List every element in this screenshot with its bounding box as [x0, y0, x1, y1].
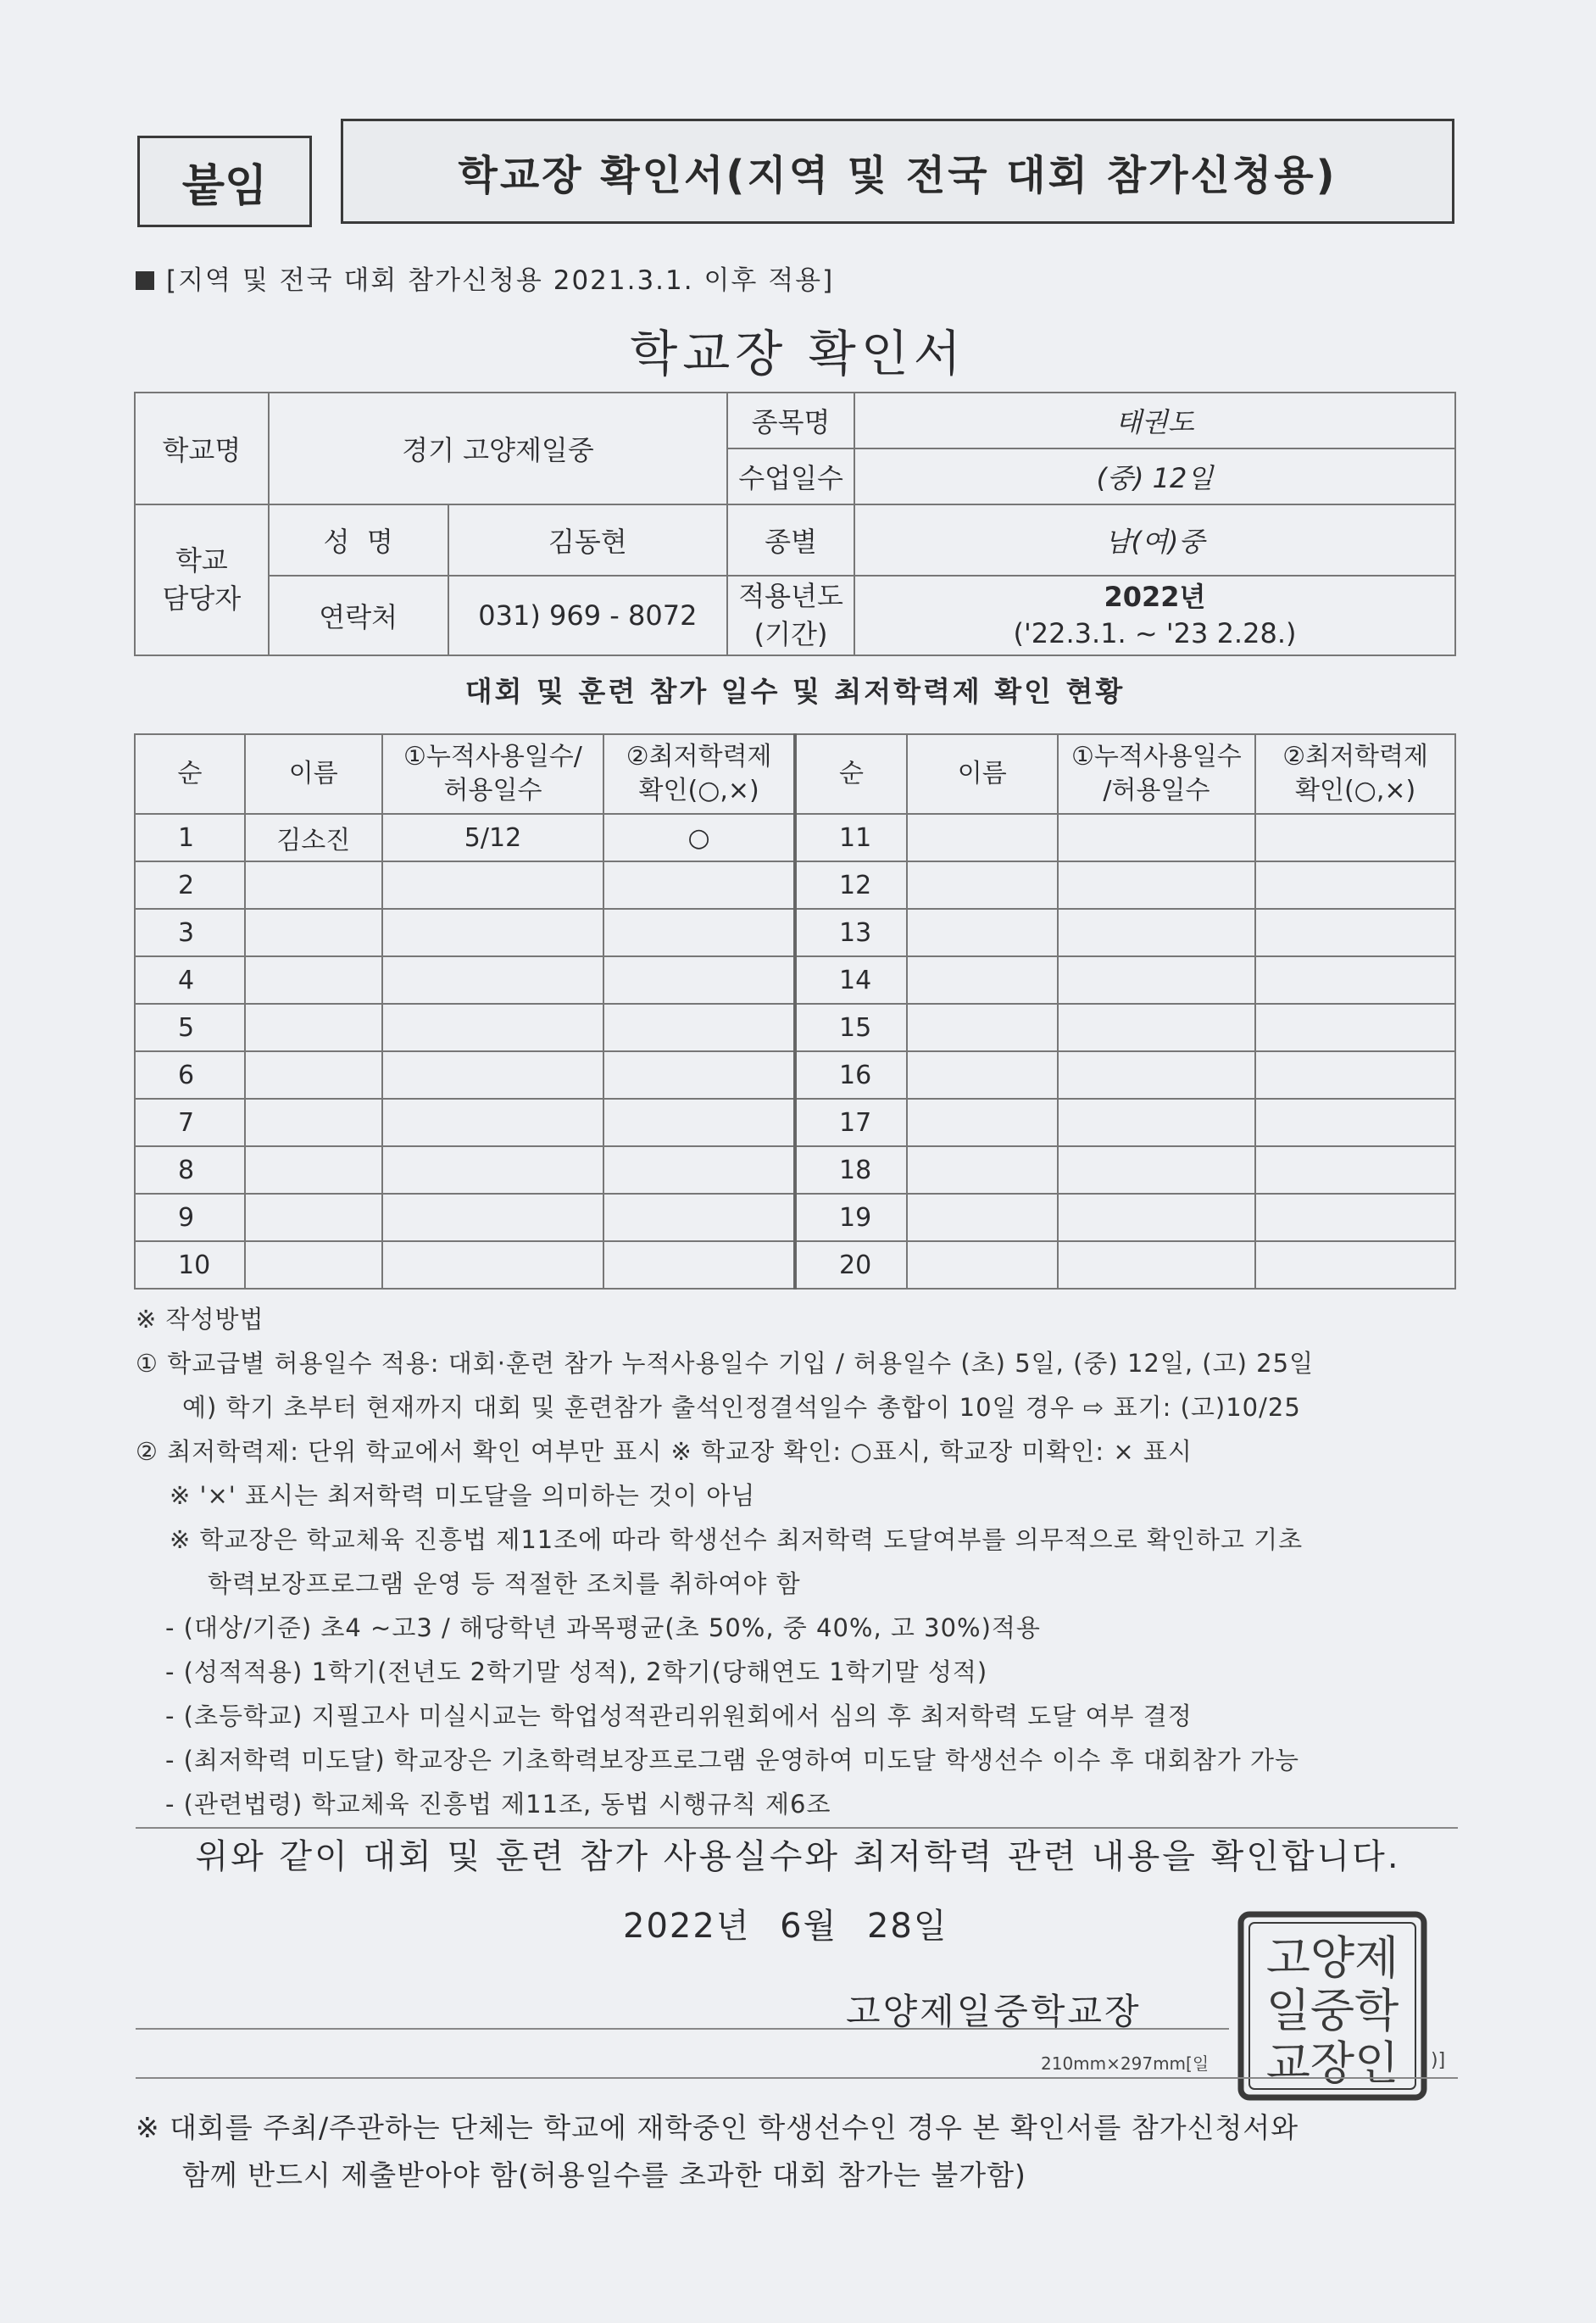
table-row — [135, 1004, 1455, 1051]
header-accumulated-days: ①누적사용일수/ 허용일수 — [382, 734, 604, 814]
note-item: 예) 학기 초부터 현재까지 대회 및 훈련참가 출석인정결석일수 총합이 10일 경우 ⇨ 표기: (고)10/25 — [182, 1393, 1301, 1422]
accumulated-days — [1058, 1051, 1256, 1099]
applicability-note: [지역 및 전국 대회 참가신청용 2021.3.1. 이후 적용] — [136, 259, 834, 297]
sport-label: 종목명 — [727, 393, 854, 448]
min-academic-check — [603, 1194, 795, 1241]
min-academic-check — [603, 1004, 795, 1051]
footer-line: ※ 대회를 주최/주관하는 단체는 학교에 재학중인 학생선수인 경우 본 확인서를 참가신청서와 — [136, 2111, 1299, 2144]
accumulated-days — [1058, 814, 1256, 861]
student-name — [245, 1051, 382, 1099]
min-academic-check — [603, 861, 795, 909]
min-academic-check — [1255, 909, 1455, 956]
footer-line: 함께 반드시 제출받아야 함(허용일수를 초과한 대회 참가는 불가함) — [182, 2159, 1026, 2192]
signer-title: 고양제일중학교장 — [846, 1991, 1142, 2032]
accumulated-days: 5/12 — [382, 814, 604, 861]
issue-date: 2022년 6월 28일 — [623, 1907, 948, 1946]
header-name: 이름 — [245, 734, 382, 814]
row-no: 2 — [135, 861, 245, 909]
accumulated-days — [1058, 1004, 1256, 1051]
row-no: 11 — [795, 814, 907, 861]
student-name — [245, 1004, 382, 1051]
min-academic-check — [603, 909, 795, 956]
accumulated-days — [1058, 956, 1256, 1004]
instructions — [136, 1297, 1466, 1826]
min-academic-check — [1255, 814, 1455, 861]
accumulated-days — [382, 861, 604, 909]
divider — [136, 2028, 1229, 2030]
note-item: - (관련법령) 학교체육 진흥법 제11조, 동법 시행규칙 제6조 — [165, 1790, 831, 1819]
year-period: ('22.3.1. ~ '23 2.28.) — [1013, 617, 1297, 649]
min-academic-check — [1255, 1004, 1455, 1051]
header-name: 이름 — [907, 734, 1058, 814]
divider — [136, 2077, 1458, 2079]
seal-text-line: 일중학 — [1265, 1984, 1399, 2037]
table-row — [135, 1194, 1455, 1241]
student-name — [907, 1146, 1058, 1194]
table-row — [135, 909, 1455, 956]
official-seal — [1236, 1909, 1429, 2103]
year-cell — [854, 576, 1455, 655]
min-academic-check — [1255, 1146, 1455, 1194]
paper-size-note-end: )] — [1431, 2050, 1446, 2071]
accumulated-days — [1058, 1241, 1256, 1289]
row-no: 14 — [795, 956, 907, 1004]
school-name-label: 학교명 — [135, 393, 269, 504]
student-name — [245, 1241, 382, 1289]
table-row — [135, 1099, 1455, 1146]
school-info-table — [134, 392, 1456, 656]
accumulated-days — [1058, 1146, 1256, 1194]
accumulated-days — [1058, 1194, 1256, 1241]
accumulated-days — [382, 956, 604, 1004]
school-days-label: 수업일수 — [727, 448, 854, 504]
gender-label: 종별 — [727, 504, 854, 576]
accumulated-days — [382, 1099, 604, 1146]
row-no: 20 — [795, 1241, 907, 1289]
note-item: - (최저학력 미도달) 학교장은 기초학력보장프로그램 운영하여 미도달 학생선수 이수 후 대회참가 가능 — [165, 1746, 1300, 1774]
min-academic-check — [1255, 1099, 1455, 1146]
student-name — [245, 1194, 382, 1241]
min-academic-check — [1255, 1241, 1455, 1289]
row-no: 1 — [135, 814, 245, 861]
student-name: 김소진 — [245, 814, 382, 861]
note-item: - (성적적용) 1학기(전년도 2학기말 성적), 2학기(당해연도 1학기말 성적) — [165, 1657, 988, 1686]
student-name — [907, 1241, 1058, 1289]
school-name-value: 경기 고양제일중 — [269, 393, 727, 504]
sport-value: 태권도 — [854, 393, 1455, 448]
row-no: 18 — [795, 1146, 907, 1194]
table-row — [135, 861, 1455, 909]
header-title: 학교장 확인서(지역 및 전국 대회 참가신청용) — [341, 119, 1454, 224]
table-row — [135, 1241, 1455, 1289]
student-name — [907, 861, 1058, 909]
student-name — [245, 956, 382, 1004]
gender-value: 남(여)중 — [854, 504, 1455, 576]
phone-label: 연락처 — [269, 576, 448, 655]
seal-text-line: 고양제 — [1265, 1931, 1399, 1985]
accumulated-days — [382, 1004, 604, 1051]
year-label: 적용년도 (기간) — [727, 576, 854, 655]
row-no: 15 — [795, 1004, 907, 1051]
instructions-heading: ※ 작성방법 — [136, 1305, 264, 1334]
footer-note — [136, 2104, 1475, 2199]
row-no: 5 — [135, 1004, 245, 1051]
row-no: 9 — [135, 1194, 245, 1241]
phone-value: 031) 969 - 8072 — [448, 576, 728, 655]
student-name — [907, 956, 1058, 1004]
row-no: 10 — [135, 1241, 245, 1289]
note-item: 학력보장프로그램 운영 등 적절한 조치를 취하여야 함 — [208, 1569, 801, 1598]
note-item: ① 학교급별 허용일수 적용: 대회·훈련 참가 누적사용일수 기입 / 허용일수 (초) 5일, (중) 12일, (고) 25일 — [136, 1349, 1315, 1378]
participation-roster-table — [134, 733, 1456, 1290]
min-academic-check: ○ — [603, 814, 795, 861]
row-no: 12 — [795, 861, 907, 909]
accumulated-days — [1058, 1099, 1256, 1146]
page-title: 학교장 확인서 — [630, 325, 966, 382]
min-academic-check — [603, 1099, 795, 1146]
header-no: 순 — [795, 734, 907, 814]
min-academic-check — [603, 1241, 795, 1289]
note-item: - (초등학교) 지필고사 미실시교는 학업성적관리위원회에서 심의 후 최저학력 도달 여부 결정 — [165, 1702, 1193, 1730]
min-academic-check — [1255, 1194, 1455, 1241]
note-item: ② 최저학력제: 단위 학교에서 확인 여부만 표시 ※ 학교장 확인: ○표시, 학교장 미확인: × 표시 — [136, 1437, 1193, 1466]
table-row — [135, 814, 1455, 861]
accumulated-days — [382, 1146, 604, 1194]
name-value: 김동현 — [448, 504, 728, 576]
row-no: 17 — [795, 1099, 907, 1146]
divider — [136, 1827, 1458, 1829]
student-name — [245, 909, 382, 956]
contact-person-label: 학교 담당자 — [135, 504, 269, 655]
header-min-academic: ②최저학력제 확인(○,×) — [1255, 734, 1455, 814]
min-academic-check — [603, 956, 795, 1004]
student-name — [907, 1004, 1058, 1051]
row-no: 16 — [795, 1051, 907, 1099]
paper-size-note: 210mm×297mm[일 — [1041, 2053, 1210, 2074]
attachment-tag: 붙임 — [137, 136, 312, 227]
min-academic-check — [1255, 861, 1455, 909]
student-name — [245, 1099, 382, 1146]
school-days-value: (중) 12일 — [854, 448, 1455, 504]
header-accumulated-days: ①누적사용일수 /허용일수 — [1058, 734, 1256, 814]
note-item: - (대상/기준) 초4 ~고3 / 해당학년 과목평균(초 50%, 중 40%, 고 30%)적용 — [165, 1613, 1041, 1642]
row-no: 6 — [135, 1051, 245, 1099]
min-academic-check — [1255, 956, 1455, 1004]
roster-header-row — [135, 734, 1455, 814]
row-no: 4 — [135, 956, 245, 1004]
year-value: 2022년 — [1104, 580, 1206, 613]
student-name — [907, 1194, 1058, 1241]
header-min-academic: ②최저학력제 확인(○,×) — [603, 734, 795, 814]
accumulated-days — [1058, 861, 1256, 909]
square-bullet-icon — [136, 271, 154, 290]
student-name — [907, 1051, 1058, 1099]
confirmation-statement: 위와 같이 대회 및 훈련 참가 사용실수와 최저학력 관련 내용을 확인합니다. — [195, 1837, 1401, 1876]
student-name — [245, 1146, 382, 1194]
seal-text-line: 교장인 — [1265, 2036, 1399, 2090]
row-no: 3 — [135, 909, 245, 956]
status-section-title: 대회 및 훈련 참가 일수 및 최저학력제 확인 현황 — [464, 675, 1126, 708]
min-academic-check — [603, 1051, 795, 1099]
accumulated-days — [1058, 909, 1256, 956]
header-no: 순 — [135, 734, 245, 814]
accumulated-days — [382, 1194, 604, 1241]
student-name — [907, 814, 1058, 861]
table-row — [135, 1146, 1455, 1194]
student-name — [907, 1099, 1058, 1146]
min-academic-check — [1255, 1051, 1455, 1099]
accumulated-days — [382, 1051, 604, 1099]
row-no: 7 — [135, 1099, 245, 1146]
student-name — [907, 909, 1058, 956]
row-no: 13 — [795, 909, 907, 956]
accumulated-days — [382, 1241, 604, 1289]
min-academic-check — [603, 1146, 795, 1194]
table-row — [135, 956, 1455, 1004]
note-item: ※ '×' 표시는 최저학력 미도달을 의미하는 것이 아님 — [170, 1481, 756, 1510]
name-label: 성 명 — [269, 504, 448, 576]
note-item: ※ 학교장은 학교체육 진흥법 제11조에 따라 학생선수 최저학력 도달여부를 의무적으로 확인하고 기초 — [170, 1525, 1304, 1554]
student-name — [245, 861, 382, 909]
row-no: 19 — [795, 1194, 907, 1241]
accumulated-days — [382, 909, 604, 956]
table-row — [135, 1051, 1455, 1099]
row-no: 8 — [135, 1146, 245, 1194]
